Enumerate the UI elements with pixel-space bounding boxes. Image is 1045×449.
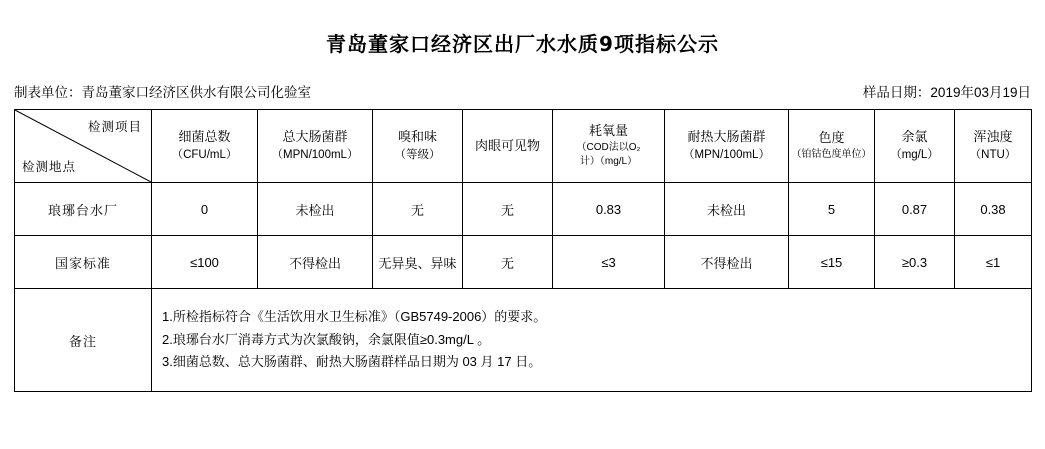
table-row [15, 236, 1032, 289]
column-unit: （铂钴色度单位） [791, 149, 872, 161]
note-label: 备注 [15, 289, 152, 392]
column-name: 浑浊度 [973, 129, 1013, 145]
column-header-residual-chlorine [875, 110, 955, 183]
column-unit: （MPN/100mL） [271, 149, 359, 162]
cell-value: 0.38 [955, 183, 1032, 236]
column-name: 肉眼可见物 [474, 137, 540, 153]
column-name: 色度 [818, 130, 845, 146]
column-header-chromaticity [789, 110, 875, 183]
column-header-total-coliform [258, 110, 373, 183]
column-unit: （CFU/mL） [171, 149, 238, 162]
meta-row [14, 81, 1031, 101]
note-body [152, 289, 1032, 392]
column-header-oxygen-consumption [553, 110, 665, 183]
column-unit: （等级） [394, 149, 441, 162]
corner-header-cell [15, 110, 152, 183]
cell-value: 0.83 [553, 183, 665, 236]
cell-value: 未检出 [258, 183, 373, 236]
cell-value: 0 [152, 183, 258, 236]
water-quality-table [14, 109, 1032, 392]
column-header-odor-taste [373, 110, 463, 183]
cell-value: 无 [463, 236, 553, 289]
cell-value: 无 [373, 183, 463, 236]
cell-value: 未检出 [665, 183, 789, 236]
page-title: 青岛董家口经济区出厂水水质9项指标公示 [326, 32, 719, 56]
column-unit: （MPN/100mL） [683, 149, 770, 162]
column-header-thermotolerant-coliform [665, 110, 789, 183]
cell-value: 0.87 [875, 183, 955, 236]
column-header-bacteria-count [152, 110, 258, 183]
table-row [15, 183, 1032, 236]
maker-label: 制表单位：青岛董家口经济区供水有限公司化验室 [14, 85, 311, 100]
row-label-national-standard: 国家标准 [15, 236, 152, 289]
column-unit: （COD法以O₂ [576, 141, 641, 153]
note-row [15, 289, 1032, 392]
cell-value: 无异臭、异味 [373, 236, 463, 289]
note-line: 3.细菌总数、总大肠菌群、耐热大肠菌群样品日期为 03 月 17 日。 [162, 354, 542, 370]
row-label-plant: 琅琊台水厂 [15, 183, 152, 236]
cell-value: ≤15 [789, 236, 875, 289]
sample-date-label: 样品日期：2019年03月19日 [862, 85, 1031, 100]
column-name: 总大肠菌群 [282, 129, 348, 145]
cell-value: 不得检出 [258, 236, 373, 289]
note-line: 2.琅琊台水厂消毒方式为次氯酸钠，余氯限值≥0.3mg/L 。 [162, 331, 491, 347]
corner-place-label: 检测地点 [22, 160, 77, 174]
column-name: 嗅和味 [397, 129, 437, 145]
column-name: 耐热大肠菌群 [687, 129, 766, 145]
document-page [0, 28, 1045, 449]
column-unit-2: 计）（mg/L） [579, 156, 638, 168]
table-header-row [15, 110, 1032, 183]
column-unit: （NTU） [969, 149, 1017, 162]
cell-value: 不得检出 [665, 236, 789, 289]
cell-value: ≤3 [553, 236, 665, 289]
corner-item-label: 检测项目 [87, 120, 142, 134]
column-header-visible-matter [463, 110, 553, 183]
cell-value: 5 [789, 183, 875, 236]
cell-value: ≤1 [955, 236, 1032, 289]
column-name: 余氯 [901, 129, 928, 145]
cell-value: 无 [463, 183, 553, 236]
column-header-turbidity [955, 110, 1032, 183]
cell-value: ≤100 [152, 236, 258, 289]
column-name: 耗氧量 [588, 123, 628, 139]
cell-value: ≥0.3 [875, 236, 955, 289]
note-line: 1.所检指标符合《生活饮用水卫生标准》（GB5749-2006）的要求。 [162, 308, 547, 324]
column-name: 细菌总数 [178, 129, 231, 145]
column-unit: （mg/L） [890, 149, 939, 162]
